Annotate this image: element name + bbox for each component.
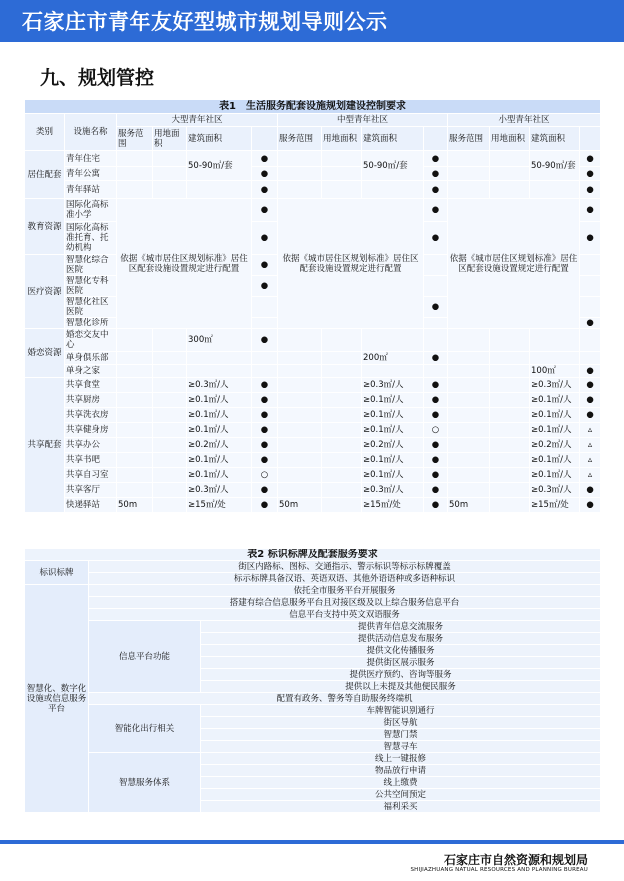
- building-area: ≥0.1㎡/人: [362, 468, 424, 483]
- required-dot: ●: [252, 483, 278, 498]
- facility-name: 共享厨房: [65, 393, 117, 408]
- group-small-header: 小型青年社区: [448, 114, 601, 127]
- required-dot: ●: [252, 167, 278, 181]
- subcategory-smart-travel: 智能化出行相关: [89, 705, 201, 753]
- table-row: [25, 329, 601, 352]
- footer-rule: [0, 840, 624, 844]
- facility-control-table: [24, 99, 601, 513]
- facility-name: 单身俱乐部: [65, 352, 117, 365]
- service-range: 50m: [448, 498, 490, 513]
- table-row: [25, 597, 601, 609]
- facility-name: 智慧化综合医院: [65, 255, 117, 276]
- table1-caption: 表1 生活服务配套设施规划建设控制要求: [25, 100, 601, 114]
- config-note: 依据《城市居住区规划标准》居住区配套设施设置规定进行配置: [117, 199, 252, 329]
- required-dot: ●: [252, 423, 278, 438]
- building-area: 300㎡: [187, 329, 252, 352]
- required-dot: ●: [424, 378, 448, 393]
- requirement-item: 车牌智能识别通行: [201, 705, 601, 717]
- table-row: [25, 408, 601, 423]
- subcategory-info-platform: 信息平台功能: [89, 621, 201, 693]
- optional-triangle: ▵: [580, 453, 601, 468]
- header-banner: [0, 0, 624, 42]
- required-dot: ●: [580, 408, 601, 423]
- facility-name: 智慧化社区医院: [65, 297, 117, 318]
- required-dot: ●: [424, 222, 448, 255]
- col-land-header: 用地面积: [490, 127, 530, 151]
- required-dot: ●: [580, 483, 601, 498]
- page-title: 石家庄市青年友好型城市规划导则公示: [22, 10, 388, 34]
- table-row: [25, 423, 601, 438]
- config-note: 依据《城市居住区规划标准》居住区配套设施设置规定进行配置: [278, 199, 424, 329]
- requirement-item: 提供文化传播服务: [201, 645, 601, 657]
- required-dot: ●: [424, 468, 448, 483]
- required-dot: ●: [252, 438, 278, 453]
- facility-name: 青年驿站: [65, 181, 117, 199]
- category-shared: 共享配套: [25, 378, 65, 513]
- required-dot: ●: [424, 483, 448, 498]
- table-row: [25, 585, 601, 597]
- required-dot: ●: [424, 453, 448, 468]
- building-area: ≥0.1㎡/人: [530, 423, 580, 438]
- required-dot: ●: [252, 151, 278, 167]
- required-dot: ●: [424, 352, 448, 365]
- table-row: [25, 705, 601, 717]
- required-dot: ●: [580, 199, 601, 222]
- requirement-item: 标示标牌具备汉语、英语双语、其他外语语种或多语种标识: [89, 573, 601, 585]
- facility-name: 共享食堂: [65, 378, 117, 393]
- required-dot: ●: [424, 151, 448, 167]
- building-area: ≥15㎡/处: [530, 498, 580, 513]
- building-area: ≥0.2㎡/人: [362, 438, 424, 453]
- table-row: [25, 573, 601, 585]
- required-dot: ●: [580, 222, 601, 255]
- requirement-item: 福利采买: [201, 801, 601, 813]
- required-dot: ●: [580, 167, 601, 181]
- optional-triangle: ▵: [580, 468, 601, 483]
- facility-name: 共享办公: [65, 438, 117, 453]
- table-row: [25, 378, 601, 393]
- building-area: ≥0.1㎡/人: [530, 408, 580, 423]
- building-area: 100㎡: [530, 365, 580, 378]
- requirement-item: 智慧门禁: [201, 729, 601, 741]
- service-range: 50m: [278, 498, 322, 513]
- facility-name: 共享自习室: [65, 468, 117, 483]
- table-row: [25, 483, 601, 498]
- required-dot: ●: [252, 378, 278, 393]
- footer-org-name: 石家庄市自然资源和规划局: [443, 853, 588, 867]
- requirement-item: 线上一键报修: [201, 753, 601, 765]
- requirement-item: 搭建有综合信息服务平台且对接区级及以上综合服务信息平台: [89, 597, 601, 609]
- building-area: ≥0.3㎡/人: [530, 483, 580, 498]
- table-row: [25, 621, 601, 633]
- required-dot: ●: [424, 181, 448, 199]
- required-dot: ●: [580, 151, 601, 167]
- requirement-item: 提供青年信息交流服务: [201, 621, 601, 633]
- optional-circle: ○: [424, 423, 448, 438]
- requirement-item: 提供街区展示服务: [201, 657, 601, 669]
- table-row: [25, 151, 601, 167]
- facility-name: 共享书吧: [65, 453, 117, 468]
- facility-name: 共享健身房: [65, 423, 117, 438]
- facility-name: 国际化高标准托育、托幼机构: [65, 222, 117, 255]
- col-area-header: 建筑面积: [362, 127, 424, 151]
- building-area: ≥0.1㎡/人: [187, 468, 252, 483]
- col-area-header: 建筑面积: [530, 127, 580, 151]
- facility-name: 青年住宅: [65, 151, 117, 167]
- required-dot: ●: [580, 181, 601, 199]
- section-title: 九、规划管控: [40, 67, 155, 89]
- required-dot: ●: [580, 365, 601, 378]
- facility-name: 国际化高标准小学: [65, 199, 117, 222]
- required-dot: ●: [424, 408, 448, 423]
- category-medical: 医疗资源: [25, 255, 65, 329]
- category-education: 教育资源: [25, 199, 65, 255]
- building-area: ≥0.1㎡/人: [187, 393, 252, 408]
- group-medium-header: 中型青年社区: [278, 114, 448, 127]
- building-area: ≥0.3㎡/人: [530, 378, 580, 393]
- facility-name: 共享洗衣房: [65, 408, 117, 423]
- required-dot: ●: [580, 498, 601, 513]
- building-area: ≥0.1㎡/人: [187, 408, 252, 423]
- subcategory-smart-service: 智慧服务体系: [89, 753, 201, 813]
- requirement-item: 物品放行申请: [201, 765, 601, 777]
- table-row: [25, 468, 601, 483]
- required-dot: ●: [252, 393, 278, 408]
- required-dot: ●: [580, 318, 601, 329]
- table-row: [25, 498, 601, 513]
- table-row: [25, 352, 601, 365]
- required-dot: ●: [252, 453, 278, 468]
- required-dot: ●: [424, 393, 448, 408]
- required-dot: ●: [580, 378, 601, 393]
- required-dot: ●: [252, 329, 278, 352]
- building-area: ≥0.1㎡/人: [530, 393, 580, 408]
- table-row: [25, 393, 601, 408]
- table-row: [25, 561, 601, 573]
- requirement-item: 公共空间预定: [201, 789, 601, 801]
- optional-circle: ○: [252, 468, 278, 483]
- building-area: ≥0.1㎡/人: [187, 423, 252, 438]
- facility-name: 婚恋交友中心: [65, 329, 117, 352]
- col-range-header: 服务范围: [278, 127, 322, 151]
- required-dot: ●: [252, 276, 278, 297]
- facility-name: 智慧化专科医院: [65, 276, 117, 297]
- building-area: ≥0.1㎡/人: [187, 453, 252, 468]
- building-area: ≥0.3㎡/人: [362, 483, 424, 498]
- building-area: 200㎡: [362, 352, 424, 365]
- required-dot: ●: [252, 255, 278, 276]
- building-area: 50-90㎡/套: [187, 151, 252, 181]
- optional-triangle: ▵: [580, 438, 601, 453]
- requirement-item: 街区内路标、图标、交通指示、警示标识等标示标牌覆盖: [89, 561, 601, 573]
- required-dot: ●: [252, 498, 278, 513]
- table-row: [25, 693, 601, 705]
- building-area: ≥0.2㎡/人: [187, 438, 252, 453]
- building-area: ≥15㎡/处: [362, 498, 424, 513]
- col-category-header: 类别: [25, 114, 65, 151]
- table-row: [25, 181, 601, 199]
- table-row: [25, 167, 601, 181]
- facility-name: 青年公寓: [65, 167, 117, 181]
- building-area: ≥0.1㎡/人: [362, 423, 424, 438]
- building-area: 50-90㎡/套: [530, 151, 580, 181]
- requirement-item: 提供以上未提及其他便民服务: [201, 681, 601, 693]
- requirement-item: 信息平台支持中英文双语服务: [89, 609, 601, 621]
- facility-name: 单身之家: [65, 365, 117, 378]
- table-row: [25, 453, 601, 468]
- building-area: ≥0.1㎡/人: [362, 393, 424, 408]
- table-row: [25, 438, 601, 453]
- building-area: ≥0.3㎡/人: [187, 483, 252, 498]
- category-smart-platform: 智慧化、数字化设施或信息服务平台: [25, 585, 89, 813]
- requirement-item: 智慧寻车: [201, 741, 601, 753]
- building-area: ≥0.1㎡/人: [362, 408, 424, 423]
- category-housing: 居住配套: [25, 151, 65, 199]
- requirement-item: 提供活动信息发布服务: [201, 633, 601, 645]
- building-area: ≥0.2㎡/人: [530, 438, 580, 453]
- required-dot: ●: [424, 498, 448, 513]
- facility-name: 智慧化诊所: [65, 318, 117, 329]
- required-dot: ●: [424, 297, 448, 318]
- required-dot: ●: [580, 393, 601, 408]
- building-area: ≥0.1㎡/人: [530, 453, 580, 468]
- facility-name: 共享客厅: [65, 483, 117, 498]
- building-area: ≥0.3㎡/人: [187, 378, 252, 393]
- required-dot: ●: [252, 222, 278, 255]
- category-love: 婚恋资源: [25, 329, 65, 378]
- config-note: 依据《城市居住区规划标准》居住区配套设施设置规定进行配置: [448, 199, 580, 329]
- facility-name: 快递驿站: [65, 498, 117, 513]
- requirement-item: 线上缴费: [201, 777, 601, 789]
- footer-org-name-en: SHIJIAZHUANG NATUAL RESOURCES AND PLANNING BUREAU: [410, 867, 588, 873]
- building-area: ≥15㎡/处: [187, 498, 252, 513]
- table-row: [25, 753, 601, 765]
- col-range-header: 服务范围: [117, 127, 153, 151]
- col-range-header: 服务范围: [448, 127, 490, 151]
- table-row: [25, 199, 601, 222]
- col-land-header: 用地面积: [153, 127, 187, 151]
- required-dot: ●: [424, 438, 448, 453]
- col-area-header: 建筑面积: [187, 127, 252, 151]
- table-row: [25, 609, 601, 621]
- building-area: ≥0.1㎡/人: [362, 453, 424, 468]
- group-large-header: 大型青年社区: [117, 114, 278, 127]
- col-name-header: 设施名称: [65, 114, 117, 151]
- requirement-item: 配置有政务、警务等自助服务终端机: [89, 693, 601, 705]
- required-dot: ●: [424, 199, 448, 222]
- table2-caption: 表2 标识标牌及配套服务要求: [25, 549, 601, 561]
- required-dot: ●: [252, 408, 278, 423]
- col-land-header: 用地面积: [322, 127, 362, 151]
- required-dot: ●: [252, 181, 278, 199]
- optional-triangle: ▵: [580, 423, 601, 438]
- required-dot: ●: [424, 167, 448, 181]
- building-area: ≥0.3㎡/人: [362, 378, 424, 393]
- service-range: 50m: [117, 498, 153, 513]
- requirement-item: 依托全市服务平台开展服务: [89, 585, 601, 597]
- requirement-item: 提供医疗预约、咨询等服务: [201, 669, 601, 681]
- required-dot: ●: [252, 199, 278, 222]
- requirement-item: 街区导航: [201, 717, 601, 729]
- signage-service-table: [24, 548, 601, 813]
- category-signage: 标识标牌: [25, 561, 89, 585]
- building-area: ≥0.1㎡/人: [530, 468, 580, 483]
- table-row: [25, 365, 601, 378]
- building-area: 50-90㎡/套: [362, 151, 424, 181]
